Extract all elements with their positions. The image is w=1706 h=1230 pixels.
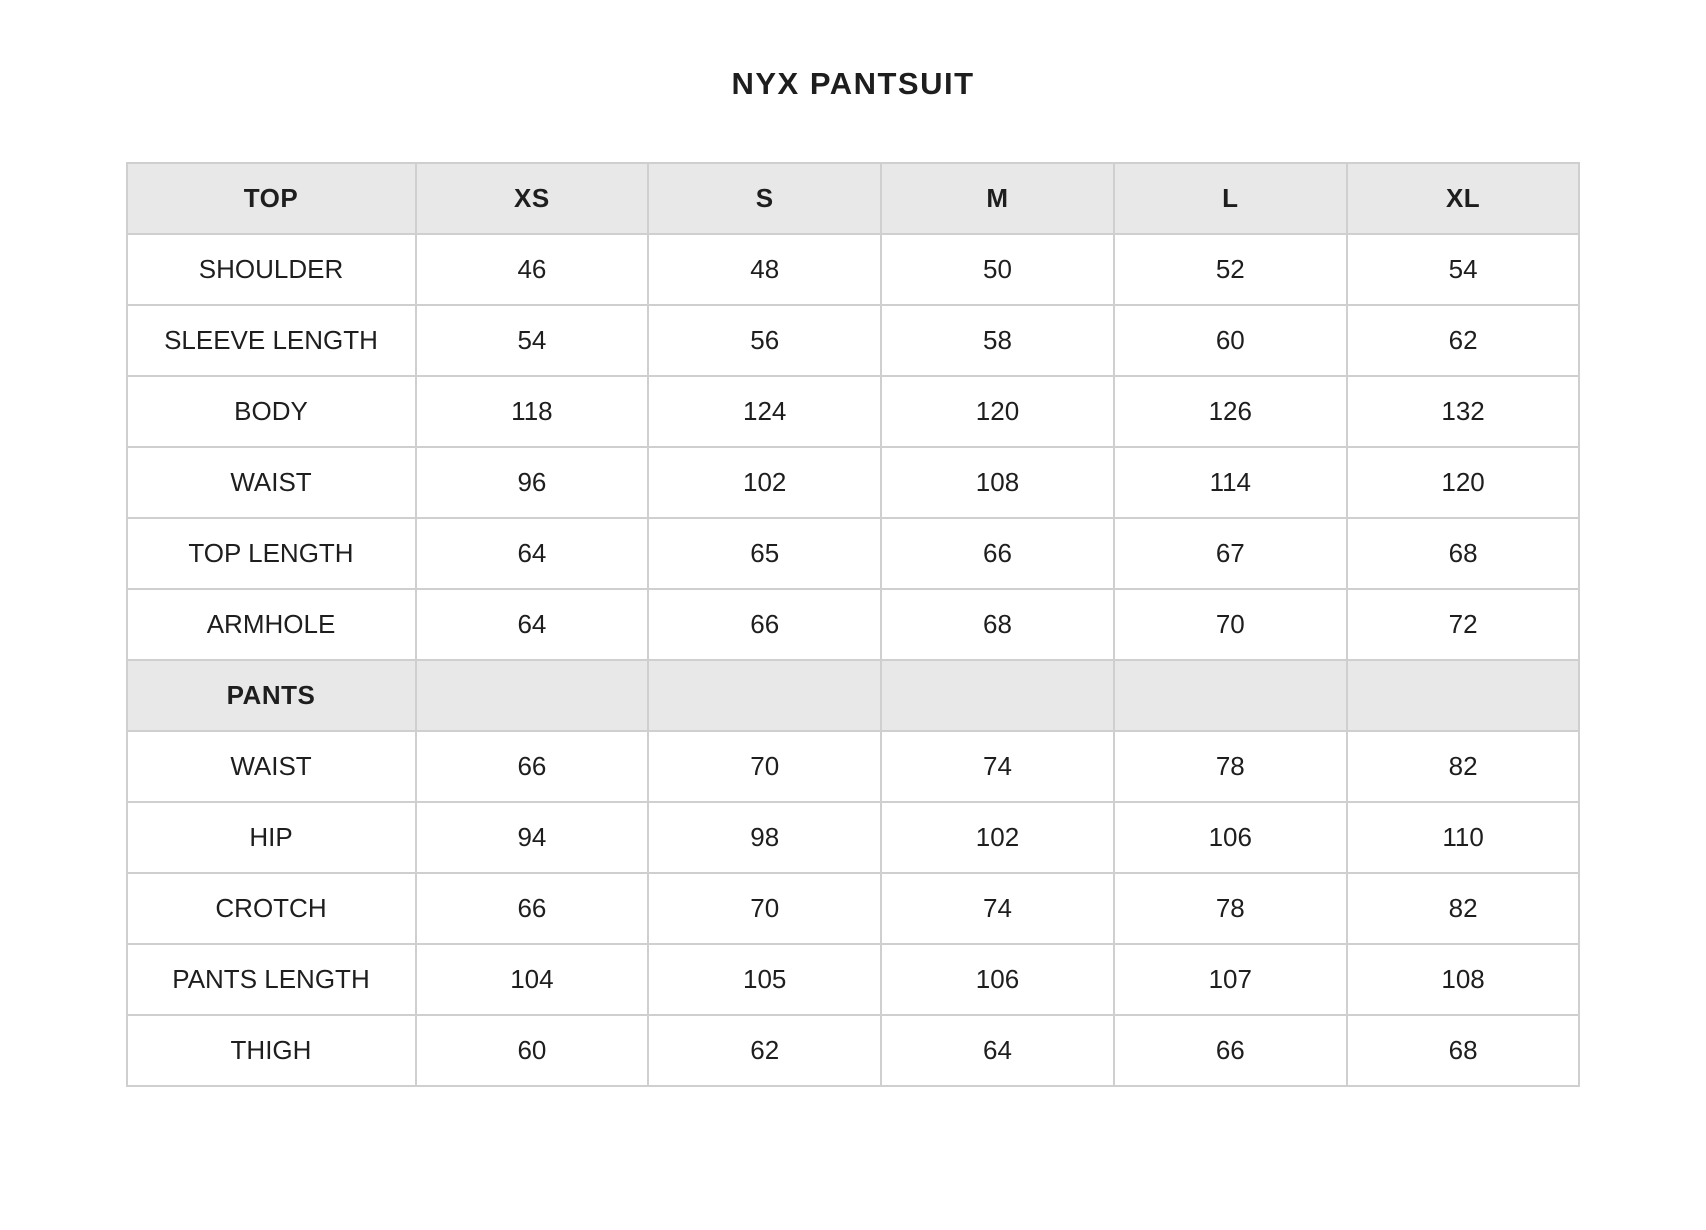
- measurement-value: 72: [1347, 589, 1580, 660]
- measurement-label: HIP: [127, 802, 416, 873]
- measurement-value: 108: [881, 447, 1114, 518]
- measurement-value: 105: [648, 944, 881, 1015]
- measurement-value: 94: [416, 802, 649, 873]
- measurement-label: CROTCH: [127, 873, 416, 944]
- size-chart-table: [126, 162, 1581, 1087]
- measurement-value: 107: [1114, 944, 1347, 1015]
- measurement-row: [127, 731, 1580, 802]
- measurement-value: 118: [416, 376, 649, 447]
- measurement-value: 64: [416, 518, 649, 589]
- measurement-value: 78: [1114, 873, 1347, 944]
- empty-header-cell: [416, 660, 649, 731]
- measurement-value: 64: [416, 589, 649, 660]
- measurement-label: THIGH: [127, 1015, 416, 1086]
- measurement-value: 110: [1347, 802, 1580, 873]
- measurement-value: 126: [1114, 376, 1347, 447]
- measurement-value: 64: [881, 1015, 1114, 1086]
- measurement-value: 66: [1114, 1015, 1347, 1086]
- measurement-label: TOP LENGTH: [127, 518, 416, 589]
- measurement-value: 66: [416, 731, 649, 802]
- measurement-value: 66: [648, 589, 881, 660]
- measurement-value: 106: [881, 944, 1114, 1015]
- size-chart-body: [127, 163, 1580, 1086]
- empty-header-cell: [1114, 660, 1347, 731]
- measurement-label: WAIST: [127, 731, 416, 802]
- measurement-value: 70: [648, 873, 881, 944]
- measurement-value: 66: [881, 518, 1114, 589]
- measurement-row: [127, 518, 1580, 589]
- measurement-label: ARMHOLE: [127, 589, 416, 660]
- measurement-row: [127, 1015, 1580, 1086]
- measurement-label: PANTS LENGTH: [127, 944, 416, 1015]
- section-header-label: PANTS: [127, 660, 416, 731]
- measurement-value: 82: [1347, 731, 1580, 802]
- size-column-header: XL: [1347, 163, 1580, 234]
- measurement-value: 78: [1114, 731, 1347, 802]
- measurement-value: 58: [881, 305, 1114, 376]
- size-column-header: XS: [416, 163, 649, 234]
- page-title: NYX PANTSUIT: [731, 66, 975, 101]
- measurement-value: 60: [416, 1015, 649, 1086]
- measurement-row: [127, 944, 1580, 1015]
- empty-header-cell: [1347, 660, 1580, 731]
- measurement-row: [127, 589, 1580, 660]
- empty-header-cell: [648, 660, 881, 731]
- measurement-value: 106: [1114, 802, 1347, 873]
- section-header-row: [127, 163, 1580, 234]
- measurement-value: 65: [648, 518, 881, 589]
- measurement-value: 114: [1114, 447, 1347, 518]
- measurement-row: [127, 802, 1580, 873]
- measurement-value: 124: [648, 376, 881, 447]
- measurement-value: 98: [648, 802, 881, 873]
- measurement-value: 108: [1347, 944, 1580, 1015]
- size-column-header: S: [648, 163, 881, 234]
- measurement-value: 70: [648, 731, 881, 802]
- measurement-value: 62: [1347, 305, 1580, 376]
- measurement-row: [127, 234, 1580, 305]
- size-column-header: M: [881, 163, 1114, 234]
- measurement-value: 120: [1347, 447, 1580, 518]
- measurement-row: [127, 873, 1580, 944]
- measurement-value: 96: [416, 447, 649, 518]
- measurement-label: BODY: [127, 376, 416, 447]
- measurement-value: 56: [648, 305, 881, 376]
- measurement-value: 70: [1114, 589, 1347, 660]
- measurement-value: 132: [1347, 376, 1580, 447]
- measurement-label: SLEEVE LENGTH: [127, 305, 416, 376]
- measurement-value: 54: [416, 305, 649, 376]
- section-header-label: TOP: [127, 163, 416, 234]
- measurement-value: 120: [881, 376, 1114, 447]
- measurement-value: 68: [1347, 1015, 1580, 1086]
- measurement-value: 62: [648, 1015, 881, 1086]
- measurement-value: 68: [1347, 518, 1580, 589]
- measurement-value: 50: [881, 234, 1114, 305]
- measurement-value: 82: [1347, 873, 1580, 944]
- measurement-value: 102: [881, 802, 1114, 873]
- measurement-value: 66: [416, 873, 649, 944]
- measurement-value: 67: [1114, 518, 1347, 589]
- measurement-value: 104: [416, 944, 649, 1015]
- size-column-header: L: [1114, 163, 1347, 234]
- measurement-label: WAIST: [127, 447, 416, 518]
- empty-header-cell: [881, 660, 1114, 731]
- measurement-value: 52: [1114, 234, 1347, 305]
- measurement-label: SHOULDER: [127, 234, 416, 305]
- section-header-row: [127, 660, 1580, 731]
- measurement-value: 60: [1114, 305, 1347, 376]
- measurement-value: 68: [881, 589, 1114, 660]
- measurement-row: [127, 376, 1580, 447]
- measurement-value: 54: [1347, 234, 1580, 305]
- measurement-value: 48: [648, 234, 881, 305]
- measurement-value: 46: [416, 234, 649, 305]
- measurement-value: 74: [881, 873, 1114, 944]
- measurement-row: [127, 447, 1580, 518]
- measurement-value: 102: [648, 447, 881, 518]
- measurement-row: [127, 305, 1580, 376]
- measurement-value: 74: [881, 731, 1114, 802]
